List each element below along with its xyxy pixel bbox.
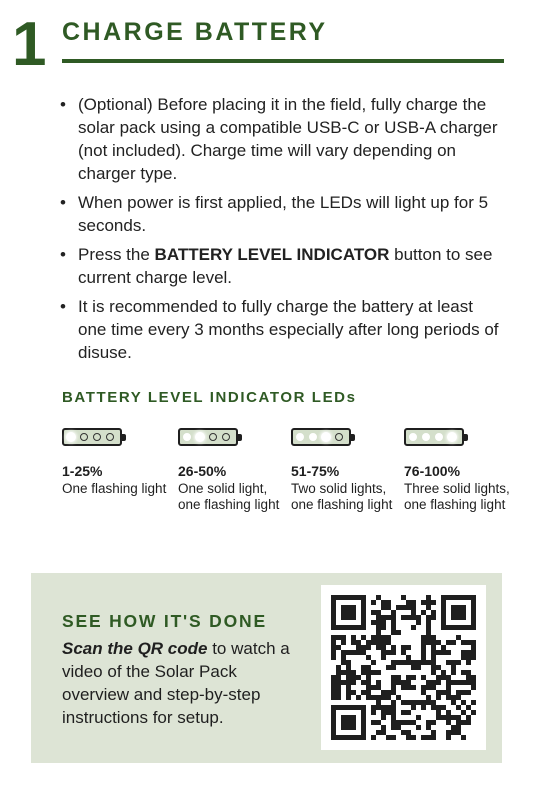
instruction-list bbox=[60, 93, 500, 370]
led-on-icon bbox=[296, 433, 304, 441]
bullet-dot-icon: • bbox=[60, 245, 66, 264]
battery-icon bbox=[291, 428, 351, 446]
led-off-icon bbox=[222, 433, 230, 441]
qr-code[interactable] bbox=[321, 585, 486, 750]
bullet-text: It is recommended to fully charge the battery at least one time every 3 months especially after long periods of disuse. bbox=[78, 297, 499, 362]
bullet-item bbox=[60, 93, 500, 185]
bullet-dot-icon: • bbox=[60, 193, 66, 212]
led-on-icon bbox=[422, 433, 430, 441]
bullet-text-bold: BATTERY LEVEL INDICATOR bbox=[154, 245, 390, 264]
led-off-icon bbox=[93, 433, 101, 441]
bullet-text: button to see current charge level. bbox=[78, 245, 493, 287]
bullet-item bbox=[60, 295, 500, 364]
panel-text-body: to watch a video of the Solar Pack overview and step-by-step instructions for setup. bbox=[62, 639, 290, 727]
bullet-item bbox=[60, 243, 500, 289]
title-divider bbox=[62, 59, 504, 63]
battery-icon bbox=[178, 428, 238, 446]
bullet-text: When power is first applied, the LEDs will light up for 5 seconds. bbox=[78, 193, 489, 235]
bullet-dot-icon: • bbox=[60, 95, 66, 114]
battery-icon bbox=[404, 428, 464, 446]
bullet-dot-icon: • bbox=[60, 297, 66, 316]
level-description: One solid light, one flashing light bbox=[178, 481, 280, 512]
led-on-icon bbox=[309, 433, 317, 441]
indicator-title: BATTERY LEVEL INDICATOR LEDs bbox=[62, 389, 357, 406]
panel-title: SEE HOW IT'S DONE bbox=[62, 611, 267, 631]
level-range: 1-25% bbox=[62, 463, 103, 479]
led-flash-icon bbox=[322, 433, 330, 441]
led-on-icon bbox=[183, 433, 191, 441]
panel-text bbox=[62, 637, 292, 729]
led-off-icon bbox=[106, 433, 114, 441]
qr-code-icon bbox=[331, 595, 476, 740]
led-flash-icon bbox=[67, 433, 75, 441]
battery-level-1 bbox=[62, 428, 172, 497]
bullet-text: Press the bbox=[78, 245, 155, 264]
battery-level-2 bbox=[178, 428, 288, 513]
battery-levels bbox=[62, 428, 512, 538]
bullet-item bbox=[60, 191, 500, 237]
step-number: 1 bbox=[12, 10, 47, 79]
level-range: 26-50% bbox=[178, 463, 227, 479]
section-title: CHARGE BATTERY bbox=[62, 18, 328, 46]
battery-level-4 bbox=[404, 428, 514, 513]
level-description: Two solid lights, one flashing light bbox=[291, 481, 393, 512]
level-range: 51-75% bbox=[291, 463, 340, 479]
led-on-icon bbox=[409, 433, 417, 441]
led-flash-icon bbox=[196, 433, 204, 441]
battery-level-3 bbox=[291, 428, 401, 513]
led-on-icon bbox=[435, 433, 443, 441]
battery-icon bbox=[62, 428, 122, 446]
led-off-icon bbox=[335, 433, 343, 441]
level-range: 76-100% bbox=[404, 463, 461, 479]
led-off-icon bbox=[209, 433, 217, 441]
led-flash-icon bbox=[448, 433, 456, 441]
qr-panel bbox=[31, 573, 502, 763]
bullet-text: (Optional) Before placing it in the field, fully charge the solar pack using a compatible USB-C or USB-A charger (not included). Charge time will vary depending on charger type. bbox=[78, 95, 498, 183]
led-off-icon bbox=[80, 433, 88, 441]
panel-text-emphasis: Scan the QR code bbox=[62, 639, 208, 658]
level-description: Three solid lights, one flashing light bbox=[404, 481, 510, 512]
level-description: One flashing light bbox=[62, 481, 167, 496]
